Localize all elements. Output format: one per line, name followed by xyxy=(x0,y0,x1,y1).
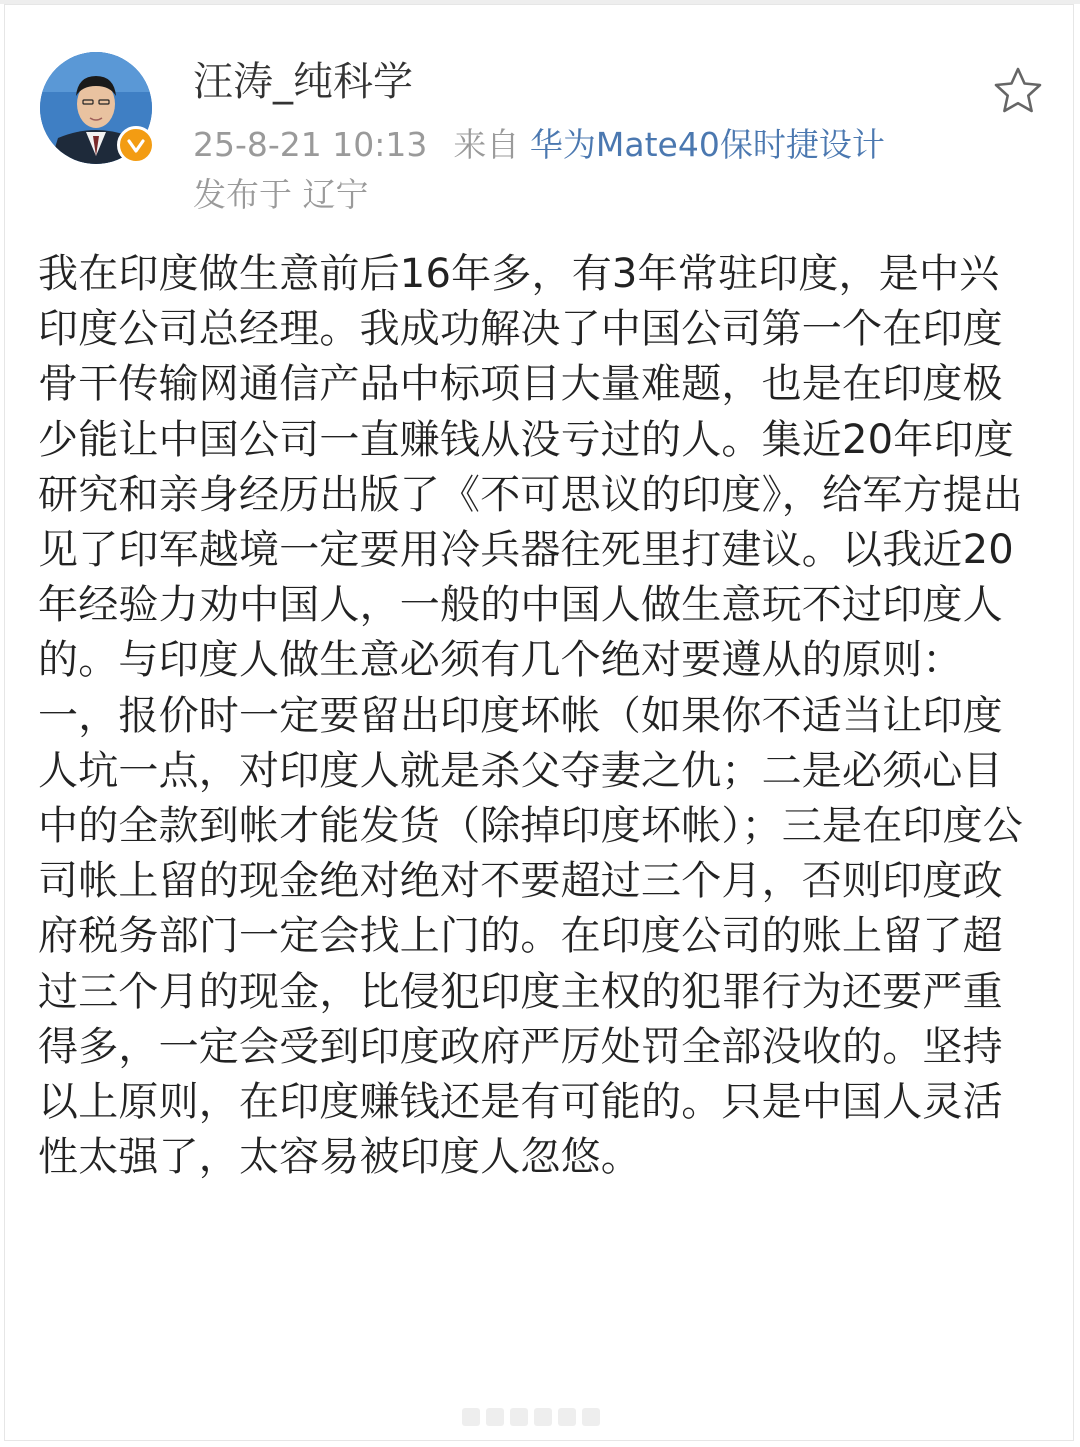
favorite-star-icon[interactable] xyxy=(991,64,1045,118)
watermark-icon xyxy=(462,1404,622,1430)
verified-check-icon xyxy=(125,134,147,156)
verified-badge xyxy=(117,126,155,164)
post-body-text: 我在印度做生意前后16年多，有3年常驻印度，是中兴印度公司总经理。我成功解决了中国公司第一个在印度骨干传输网通信产品中标项目大量难题，也是在印度极少能让中国公司一直赚钱从没亏过的人。集近20年印度研究和亲身经历出版了《不可思议的印度》，给军方提出见了印军越境一定要用冷兵器往死里打建议。以我近20年经验力劝中国人，一般的中国人做生意玩不过印度人的。与印度人做生意必须有几个绝对要遵从的原则：一，报价时一定要留出印度坏帐（如果你不适当让印度人坑一点，对印度人就是杀父夺妻之仇；二是必须心目中的全款到帐才能发货（除掉印度坏帐）；三是在印度公司帐上留的现金绝对绝对不要超过三个月，否则印度政府税务部门一定会找上门的。在印度公司的账上留了超过三个月的现金，比侵犯印度主权的犯罪行为还要严重得多，一定会受到印度政府严厉处罚全部没收的。坚持以上原则，在印度赚钱还是有可能的。只是中国人灵活性太强了，太容易被印度人忽悠。 xyxy=(38,251,1023,1181)
source-prefix: 来自 xyxy=(453,125,520,164)
post-meta xyxy=(193,122,885,168)
author-name[interactable]: 汪涛_纯科学 xyxy=(193,59,413,105)
post-timestamp: 25-8-21 10:13 xyxy=(193,125,428,164)
source-device-link[interactable]: 华为Mate40保时捷设计 xyxy=(529,125,885,164)
post-location: 发布于 辽宁 xyxy=(193,175,369,214)
